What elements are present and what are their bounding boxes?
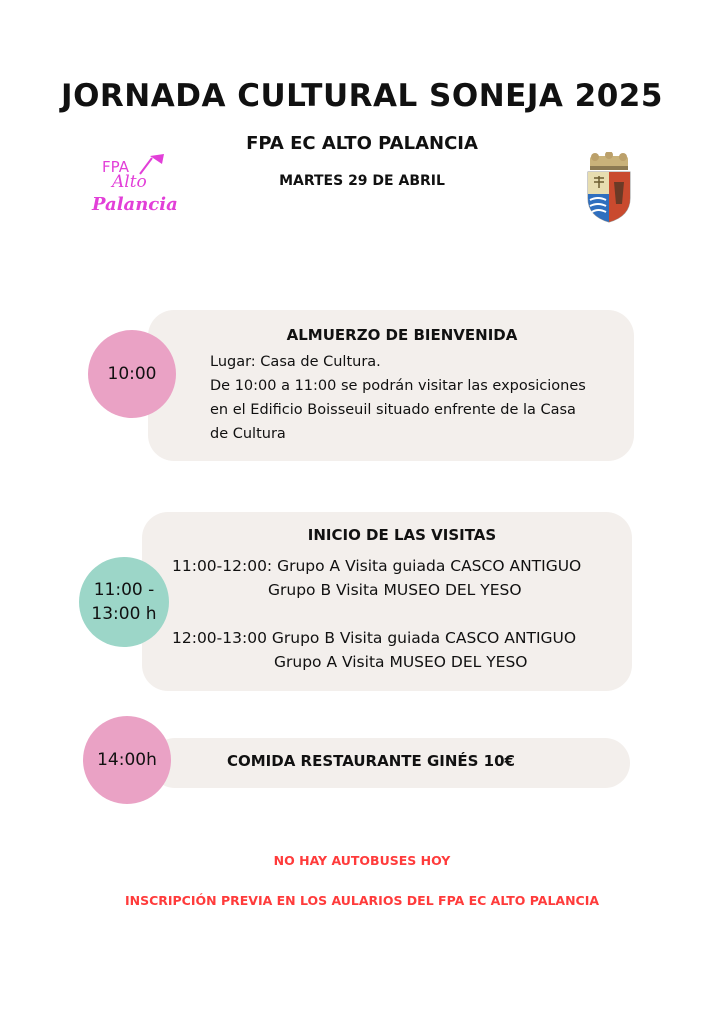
- welcome-line: Lugar: Casa de Cultura.: [210, 354, 381, 370]
- soneja-coat-of-arms: [584, 152, 634, 224]
- visits-line: Grupo A Visita MUSEO DEL YESO: [274, 653, 528, 671]
- visits-time-badge: [79, 557, 169, 647]
- logo-fpa-text: FPA: [102, 158, 129, 176]
- visits-time-end: 13:00 h: [91, 604, 157, 624]
- welcome-time-badge: [88, 330, 176, 418]
- welcome-line: en el Edificio Boisseuil situado enfrente de la Casa: [210, 402, 576, 418]
- visits-line: Grupo B Visita MUSEO DEL YESO: [268, 581, 522, 599]
- logo-palancia-text: Palancia: [92, 194, 178, 215]
- welcome-details: [210, 350, 620, 446]
- lunch-time: 14:00h: [97, 750, 157, 770]
- visits-line: 12:00-13:00 Grupo B Visita guiada CASCO ANTIGUO: [172, 629, 577, 647]
- lunch-title: COMIDA RESTAURANTE GINÉS 10€: [227, 752, 515, 770]
- visits-line: 11:00-12:00: Grupo A Visita guiada CASCO ANTIGUO: [172, 557, 582, 575]
- lunch-time-badge: [83, 716, 171, 804]
- coat-of-arms-icon: [584, 152, 634, 224]
- visits-details: [172, 554, 624, 674]
- page-subtitle: FPA EC ALTO PALANCIA: [246, 133, 478, 154]
- welcome-line: de Cultura: [210, 426, 286, 442]
- no-bus-notice: NO HAY AUTOBUSES HOY: [273, 853, 451, 868]
- welcome-line: De 10:00 a 11:00 se podrán visitar las exposiciones: [210, 378, 586, 394]
- logo-alto-text: Alto: [112, 172, 147, 192]
- registration-notice: INSCRIPCIÓN PREVIA EN LOS AULARIOS DEL FPA EC ALTO PALANCIA: [124, 893, 600, 908]
- visits-title: INICIO DE LAS VISITAS: [307, 526, 497, 544]
- fpa-logo: [92, 152, 182, 222]
- welcome-time: 10:00: [107, 364, 157, 384]
- visits-time-start: 11:00 -: [93, 580, 155, 600]
- event-date: MARTES 29 DE ABRIL: [279, 173, 445, 189]
- page-title: JORNADA CULTURAL SONEJA 2025: [61, 78, 663, 114]
- welcome-title: ALMUERZO DE BIENVENIDA: [286, 326, 518, 344]
